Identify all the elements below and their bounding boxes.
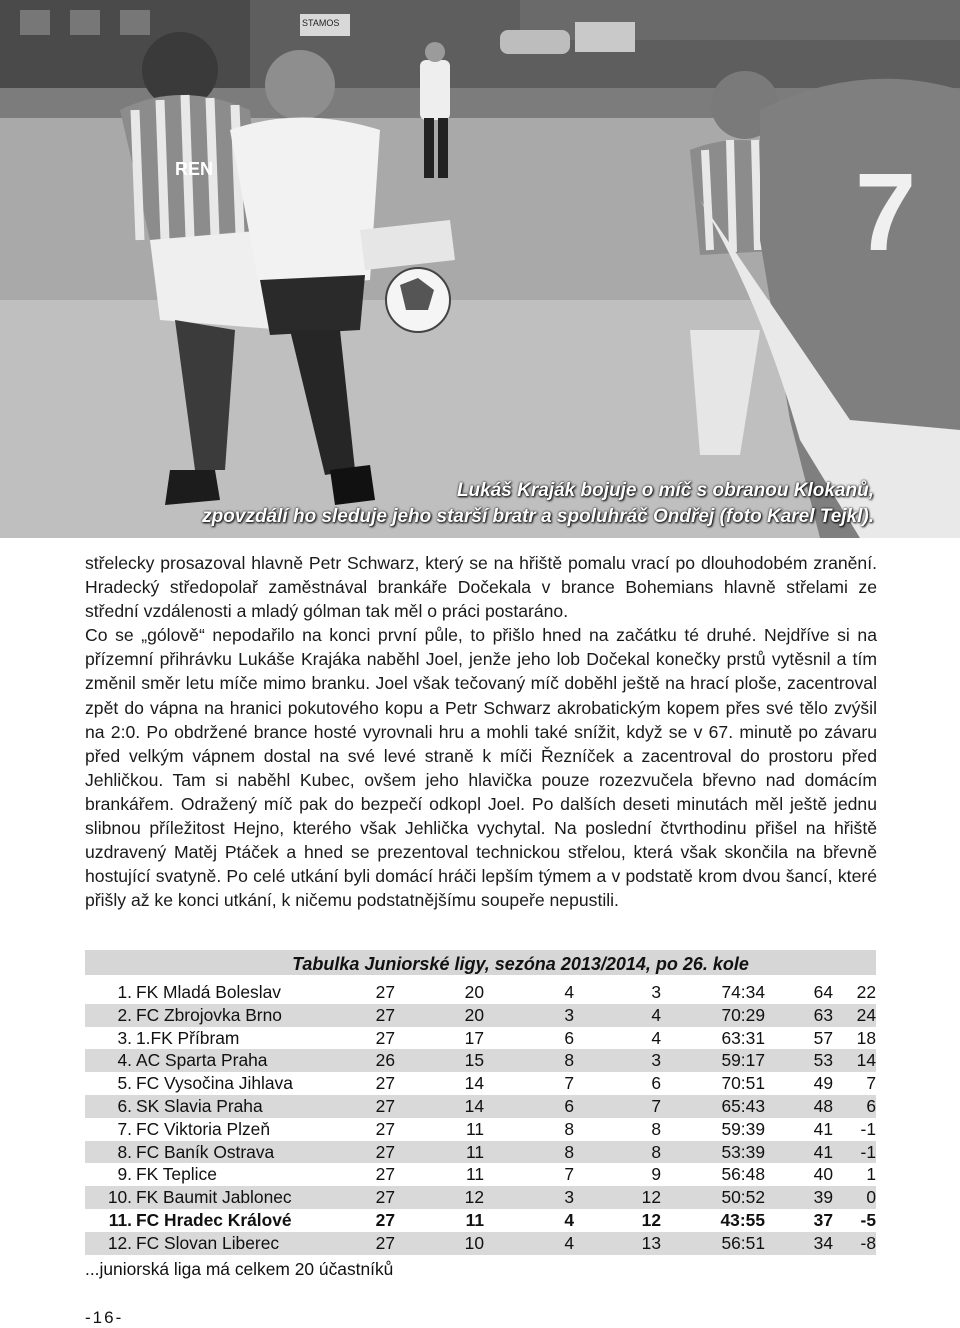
cell-score: 74:34 (721, 982, 765, 1002)
cell-wins: 11 (465, 1118, 484, 1139)
league-note: ...juniorská liga má celkem 20 účastníků (85, 1259, 394, 1279)
table-row (85, 1049, 876, 1072)
cell-diff: 6 (866, 1095, 876, 1116)
shirt-text: REN (175, 159, 214, 179)
cell-score: 43:55 (720, 1209, 765, 1230)
cell-score: 65:43 (721, 1095, 765, 1116)
cell-rank: 11. (108, 1209, 132, 1230)
cell-score: 59:17 (721, 1050, 765, 1071)
cell-team: FC Hradec Králové (136, 1209, 292, 1230)
cell-score: 70:51 (721, 1073, 765, 1094)
cell-played: 27 (375, 982, 395, 1002)
cell-score: 56:51 (721, 1232, 765, 1253)
cell-rank: 9. (117, 1164, 132, 1185)
cell-draws: 8 (564, 1141, 574, 1162)
page-number: -16- (85, 1308, 124, 1327)
cell-draws: 6 (564, 1095, 574, 1116)
cell-rank: 6. (117, 1095, 132, 1116)
cell-diff: -5 (860, 1209, 876, 1230)
cell-rank: 1. (117, 982, 132, 1002)
cell-played: 27 (375, 1141, 395, 1162)
caption-line-2: zpovzdálí ho sleduje jeho starší bratr a spoluhráč Ondřej (foto Karel Tejkl). (202, 506, 874, 527)
cell-points: 53 (813, 1050, 833, 1071)
table-row (85, 1209, 876, 1232)
cell-diff: 14 (856, 1050, 876, 1071)
cell-team: FK Teplice (136, 1164, 217, 1185)
cell-losses: 4 (651, 1004, 661, 1025)
cell-points: 49 (813, 1073, 833, 1094)
cell-rank: 10. (107, 1187, 132, 1208)
cell-draws: 3 (564, 1187, 574, 1208)
cell-played: 27 (375, 1118, 395, 1139)
cell-played: 27 (375, 1187, 395, 1208)
cell-team: FK Baumit Jablonec (136, 1187, 292, 1208)
cell-rank: 4. (117, 1050, 132, 1071)
table-row (85, 1072, 876, 1095)
caption-line-1: Lukáš Kraják bojuje o míč s obranou Klokanů, (456, 480, 874, 501)
cell-points: 63 (813, 1004, 833, 1025)
cell-played: 27 (375, 1232, 395, 1253)
cell-points: 41 (813, 1141, 833, 1162)
cell-wins: 11 (465, 1164, 484, 1185)
cell-diff: -1 (860, 1118, 876, 1139)
cell-rank: 8. (117, 1141, 132, 1162)
cell-diff: 18 (856, 1027, 876, 1048)
cell-wins: 20 (464, 982, 484, 1002)
cell-wins: 12 (464, 1187, 484, 1208)
cell-losses: 3 (651, 1050, 661, 1071)
cell-diff: 24 (856, 1004, 876, 1025)
cell-points: 34 (813, 1232, 833, 1253)
cell-points: 57 (813, 1027, 833, 1048)
cell-wins: 14 (464, 1073, 484, 1094)
standings-table (85, 950, 876, 1255)
cell-played: 27 (375, 1209, 395, 1230)
cell-points: 48 (813, 1095, 833, 1116)
cell-draws: 4 (564, 982, 574, 1002)
cell-points: 64 (813, 982, 833, 1002)
cell-diff: 1 (866, 1164, 876, 1185)
cell-diff: -1 (860, 1141, 876, 1162)
cell-losses: 12 (641, 1187, 661, 1208)
cell-wins: 10 (464, 1232, 484, 1253)
cell-team: SK Slavia Praha (136, 1095, 263, 1116)
photo-caption (202, 478, 874, 530)
table-row (85, 1027, 876, 1050)
cell-played: 27 (375, 1004, 395, 1025)
cell-team: FC Vysočina Jihlava (136, 1073, 293, 1094)
table-row (85, 1163, 876, 1186)
cell-draws: 4 (564, 1232, 574, 1253)
cell-losses: 6 (651, 1073, 661, 1094)
cell-score: 50:52 (721, 1187, 765, 1208)
cell-diff: 22 (856, 982, 876, 1002)
cell-rank: 2. (117, 1004, 132, 1025)
cell-score: 53:39 (721, 1141, 765, 1162)
cell-played: 27 (375, 1027, 395, 1048)
cell-score: 70:29 (721, 1004, 765, 1025)
cell-points: 39 (813, 1187, 833, 1208)
cell-score: 59:39 (721, 1118, 765, 1139)
cell-wins: 15 (464, 1050, 484, 1071)
match-photo (0, 0, 960, 538)
cell-losses: 3 (651, 982, 661, 1002)
cell-losses: 12 (641, 1209, 661, 1230)
cell-rank: 7. (117, 1118, 132, 1139)
table-row (85, 1118, 876, 1141)
cell-team: FC Viktoria Plzeň (136, 1118, 271, 1139)
cell-points: 41 (813, 1118, 833, 1139)
article-paragraph-2: Co se „gólově“ nepodařilo na konci první půle, to přišlo hned na začátku té druhé. Nejdříve si na přízemní přihrávku Lukáše Krajáka naběhl Joel, jenže jeho lob Dočekal konečky prstů vytěsnil a tím změnil směr letu míče mimo branku. Joel však tečovaný míč doběhl ještě na hrací ploše, zacentroval zpět do vápna na hranici pokutového kopu a Petr Schwarz akrobatickým kopem přes své tělo zvýšil na 2:0. Po obdržené brance hosté vyrovnali hru a mohli také snížit, když se v 67. minutě po závaru před velkým vápnem dostal na své levé straně k míči Řezníček a zacentroval do prostoru před Jehličkou. Tam si naběhl Kubec, ovšem jeho hlavička pouze rozezvučela břevno nad domácím brankářem. Odražený míč pak do bezpečí odkopl Joel. Po dalších deseti minutách měl ještě jednu slibnou příležitost Hejno, kterého však Jehlička vychytal. Na poslední čtvrthodinu přišel na hřiště uzdravený Matěj Ptáček a hned se prezentoval technickou střelou, která však skončila na břevně hostující svatyně. Po celé utkání byli domácí hráči lepším týmem a v podstatě krom dvou šancí, které přišly až ke konci utkání, k ničemu podstatnějšímu soupeře nepustili. (85, 625, 877, 911)
cell-rank: 12. (107, 1232, 132, 1253)
table-row (85, 1141, 876, 1164)
cell-team: FC Zbrojovka Brno (136, 1004, 282, 1025)
cell-draws: 3 (564, 1004, 574, 1025)
table-row (85, 1186, 876, 1209)
cell-draws: 8 (564, 1050, 574, 1071)
cell-losses: 8 (651, 1141, 661, 1162)
cell-team: FC Slovan Liberec (136, 1232, 280, 1253)
cell-team: AC Sparta Praha (136, 1050, 268, 1071)
cell-played: 27 (375, 1164, 395, 1185)
table-row (85, 1004, 876, 1027)
cell-diff: 0 (866, 1187, 876, 1208)
cell-points: 40 (813, 1164, 833, 1185)
cell-draws: 7 (564, 1073, 574, 1094)
cell-played: 27 (375, 1073, 395, 1094)
cell-team: 1.FK Příbram (136, 1027, 240, 1048)
article-body (85, 551, 877, 912)
cell-team: FK Mladá Boleslav (136, 982, 281, 1002)
cell-rank: 5. (117, 1073, 132, 1094)
cell-losses: 7 (651, 1095, 661, 1116)
cell-losses: 13 (641, 1232, 661, 1253)
cell-losses: 4 (651, 1027, 661, 1048)
cell-team: FC Baník Ostrava (136, 1141, 275, 1162)
cell-wins: 14 (464, 1095, 484, 1116)
photo-illustration (0, 0, 960, 538)
cell-draws: 6 (564, 1027, 574, 1048)
cell-wins: 20 (464, 1004, 484, 1025)
table-row (85, 1232, 876, 1255)
cell-played: 26 (375, 1050, 395, 1071)
league-table (85, 981, 876, 1255)
jersey-number: 7 (855, 151, 917, 274)
cell-wins: 11 (465, 1141, 484, 1162)
cell-diff: -8 (860, 1232, 876, 1253)
cell-losses: 9 (651, 1164, 661, 1185)
cell-losses: 8 (651, 1118, 661, 1139)
cell-draws: 7 (564, 1164, 574, 1185)
cell-wins: 11 (465, 1209, 484, 1230)
cell-diff: 7 (866, 1073, 876, 1094)
table-row (85, 1095, 876, 1118)
table-title: Tabulka Juniorské ligy, sezóna 2013/2014, po 26. kole (85, 950, 876, 981)
cell-wins: 17 (464, 1027, 484, 1048)
table-body (85, 981, 876, 1255)
cell-draws: 4 (564, 1209, 574, 1230)
sign-text: STAMOS (302, 18, 340, 28)
cell-rank: 3. (117, 1027, 132, 1048)
cell-score: 56:48 (721, 1164, 765, 1185)
table-row (85, 981, 876, 1004)
cell-played: 27 (375, 1095, 395, 1116)
cell-draws: 8 (564, 1118, 574, 1139)
cell-score: 63:31 (721, 1027, 765, 1048)
article-paragraph-1: střelecky prosazoval hlavně Petr Schwarz, který se na hřiště pomalu vrací po dlouhodobém zranění. Hradecký středopolař zaměstnával brankáře Dočekala v brance Bohemians hlavně střelami ze střední vzdálenosti a mladý gólman tak měl o práci postaráno. (85, 553, 877, 622)
cell-points: 37 (813, 1209, 833, 1230)
